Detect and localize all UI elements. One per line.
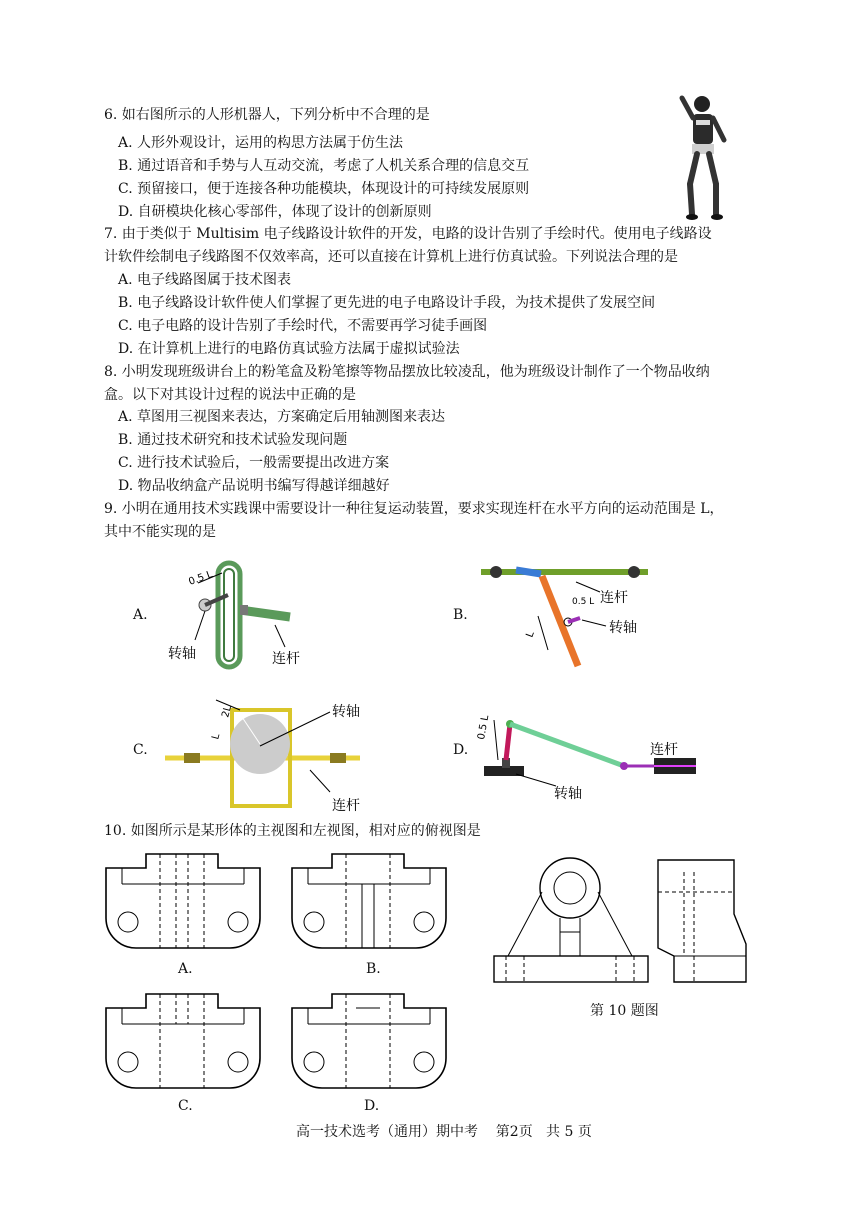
q7-stem-line1: 7. 由于类似于 Multisim 电子线路设计软件的开发，电路的设计告别了手绘时代。使用电子线路设 [104, 226, 712, 242]
q9-fig-a-rod: 连杆 [272, 651, 300, 667]
q10-stem: 10. 如图所示是某形体的主视图和左视图，相对应的俯视图是 [104, 823, 481, 839]
q7-option-b: B. 电子线路设计软件使人们掌握了更先进的电子电路设计手段，为技术提供了发展空间 [118, 295, 656, 311]
q8-stem-line2: 盒。以下对其设计过程的说法中正确的是 [104, 387, 356, 403]
q9-fig-b-letter: B. [453, 607, 468, 623]
q10-label-c: C. [178, 1098, 193, 1114]
q9-fig-a-pivot: 转轴 [168, 646, 196, 662]
q9-stem-line1: 9. 小明在通用技术实践课中需要设计一种往复运动装置，要求实现连杆在水平方向的运动范围是 L， [104, 501, 724, 517]
q9-fig-b-dim: 0.5 L [572, 597, 595, 607]
q10-option-drawings [100, 848, 470, 1116]
q6-option-a: A. 人形外观设计，运用的构思方法属于仿生法 [118, 135, 404, 151]
q10-front-view [494, 858, 648, 982]
q9-fig-c-dim2: 2L [220, 704, 234, 719]
q9-fig-c-dim1: L [210, 732, 223, 741]
q9-fig-d-letter: D. [453, 742, 469, 758]
q9-fig-c-letter: C. [133, 742, 148, 758]
q9-stem-line2: 其中不能实现的是 [104, 524, 216, 540]
q6-option-c: C. 预留接口，便于连接各种功能模块，体现设计的可持续发展原则 [118, 181, 530, 197]
q9-fig-b-dim2: L [524, 630, 537, 640]
q10-caption: 第 10 题图 [590, 1003, 659, 1019]
q10-option-c-drawing [106, 994, 260, 1088]
q8-stem-line1: 8. 小明发现班级讲台上的粉笔盒及粉笔擦等物品摆放比较凌乱，他为班级设计制作了一个物品收纳 [104, 364, 710, 380]
q10-label-b: B. [366, 961, 381, 977]
q10-front-and-side-views [488, 852, 758, 987]
q9-fig-c-pivot: 转轴 [332, 704, 360, 720]
q9-fig-a-dim: 0.5 L [187, 569, 215, 588]
page-footer: 高一技术选考（通用）期中考 第2页 共 5 页 [296, 1124, 592, 1140]
q8-option-d: D. 物品收纳盒产品说明书编写得越详细越好 [118, 478, 390, 494]
q9-fig-d-rod: 连杆 [650, 742, 678, 758]
q10-option-a-drawing [106, 854, 260, 948]
q10-side-view [658, 860, 746, 982]
q8-option-c: C. 进行技术试验后，一般需要提出改进方案 [118, 455, 390, 471]
q10-option-d-drawing [292, 994, 446, 1088]
q7-stem-line2: 计软件绘制电子线路图不仅效率高，还可以直接在计算机上进行仿真试验。下列说法合理的是 [104, 249, 678, 265]
q9-figure-a [160, 555, 330, 675]
q8-option-b: B. 通过技术研究和技术试验发现问题 [118, 432, 348, 448]
q10-option-b-drawing [292, 854, 446, 948]
q10-label-a: A. [178, 961, 193, 977]
q6-option-b: B. 通过语音和手势与人互动交流，考虑了人机关系合理的信息交互 [118, 158, 530, 174]
q6-stem: 6. 如右图所示的人形机器人，下列分析中不合理的是 [104, 107, 430, 123]
q8-option-a: A. 草图用三视图来表达，方案确定后用轴测图来表达 [118, 409, 446, 425]
humanoid-robot-image [672, 92, 734, 222]
q10-label-d: D. [364, 1098, 380, 1114]
q9-figure-d [476, 700, 706, 810]
q9-fig-d-dim: 0.5 L [476, 714, 492, 741]
q9-fig-b-pivot: 转轴 [609, 620, 637, 636]
q7-option-a: A. 电子线路图属于技术图表 [118, 272, 292, 288]
q9-fig-b-rod: 连杆 [600, 590, 628, 606]
q9-figure-c [160, 690, 370, 815]
q9-fig-c-rod: 连杆 [332, 798, 360, 814]
q9-fig-a-letter: A. [133, 607, 148, 623]
q9-fig-d-pivot: 转轴 [554, 786, 582, 802]
q9-figure-b [476, 558, 666, 676]
q7-option-d: D. 在计算机上进行的电路仿真试验方法属于虚拟试验法 [118, 341, 460, 357]
q7-option-c: C. 电子电路的设计告别了手绘时代，不需要再学习徒手画图 [118, 318, 488, 334]
q6-option-d: D. 自研模块化核心零部件，体现了设计的创新原则 [118, 204, 432, 220]
